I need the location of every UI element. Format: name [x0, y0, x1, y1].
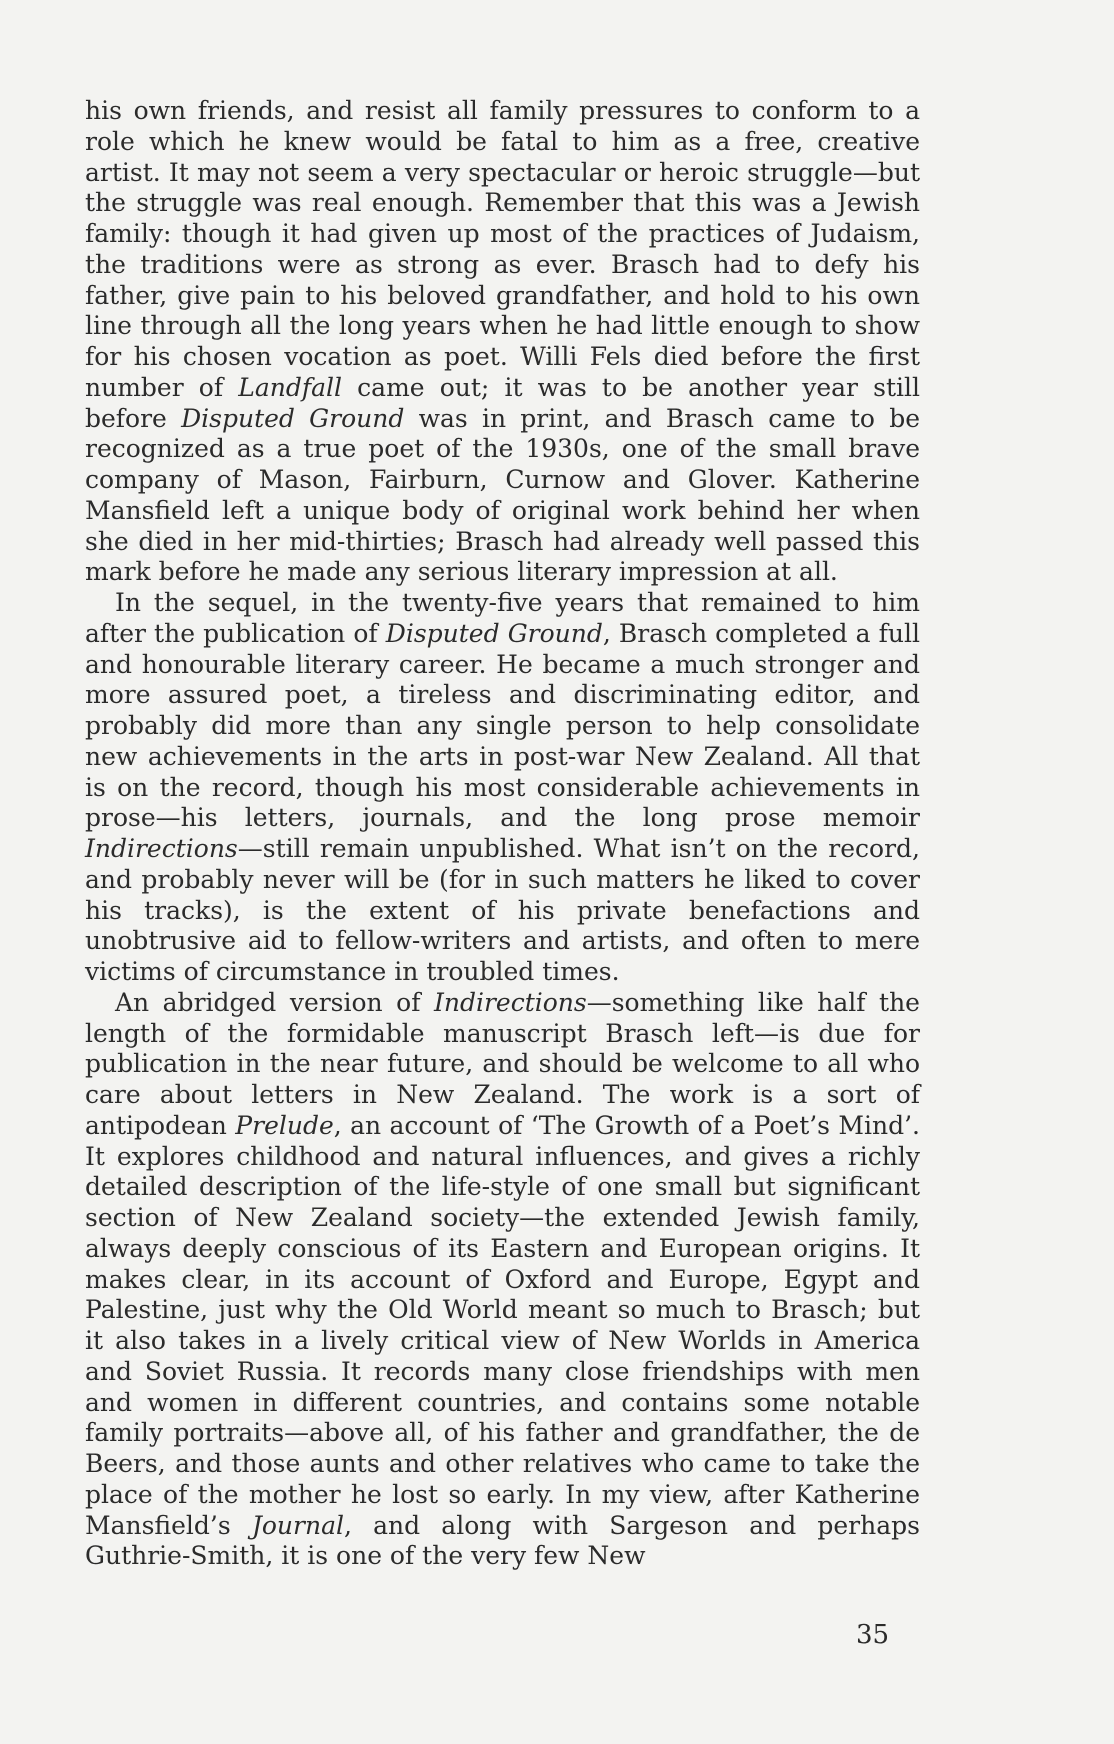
paragraph-1: [85, 96, 920, 588]
italic-title-indirections: Indirections: [85, 834, 238, 863]
text-segment: , Brasch completed a full and honourable literary career. He became a much stronger and more assured poet, a tireless and discriminating editor, and probably did more than any single person to help consolidate new achievements in the arts in post-war New Zealand. All that is on the record, though his most considerable achievements in prose—his letters, journals, and the long prose memoir: [85, 618, 920, 833]
paragraph-3: [85, 988, 920, 1572]
text-segment: —still remain unpublished. What isn’t on the record, and probably never will be (for in such matters he liked to cover his tracks), is the extent of his private benefactions and unobtrusive aid to fellow-writers and artists, and often to mere victims of circumstance in troubled times.: [85, 834, 920, 986]
paragraph-2: [85, 588, 920, 988]
italic-title-landfall: Landfall: [238, 372, 343, 402]
text-segment: In the sequel, in the twenty-five years that remained to him after the publication of: [85, 588, 920, 648]
text-segment: An abridged version of: [115, 987, 434, 1017]
body-text: [85, 96, 920, 1572]
text-segment: , and along with Sargeson and perhaps Guthrie-Smith, it is one of the very few New: [85, 1510, 920, 1571]
text-segment: was in print, and Brasch came to be recognized as a true poet of the 1930s, one of the small brave company of Mason, Fairburn, Curnow and Glover. Katherine Mansfield left a unique body of original work behind her when she died in her mid-thirties; Brasch had already well passed this mark before he made any serious literary impression at all.: [85, 403, 921, 587]
italic-title-journal: Journal: [251, 1510, 344, 1540]
text-segment: came out; it was to be another year still before: [85, 372, 920, 433]
italic-title-indirections: Indirections: [433, 987, 587, 1017]
text-segment: , an account of ‘The Growth of a Poet’s Mind’. It explores childhood and natural influences, and gives a richly detailed description of the life-style of one small but significant section of New Zealand society—the extended Jewish family, always deeply conscious of its Eastern and European origins. It makes clear, in its account of Oxford and Europe, Egypt and Palestine, just why the Old World meant so much to Brasch; but it also takes in a lively critical view of New Worlds in America and Soviet Russia. It records many close friendships with men and women in different countries, and contains some notable family portraits—above all, of his father and grandfather, the de Beers, and those aunts and other relatives who came to take the place of the mother he lost so early. In my view, after Katherine Mansfield’s: [85, 1110, 920, 1540]
italic-title-disputed-ground: Disputed Ground: [385, 618, 603, 648]
italic-title-disputed-ground: Disputed Ground: [181, 403, 405, 433]
italic-title-prelude: Prelude: [235, 1110, 334, 1140]
page-number: 35: [856, 1620, 890, 1650]
text-segment: —something like half the length of the formidable manuscript Brasch left—is due for publication in the near future, and should be welcome to all who care about letters in New Zealand. The work is a sort of antipodean: [85, 987, 920, 1140]
text-segment: his own friends, and resist all family pressures to conform to a role which he knew would be fatal to him as a free, creative artist. It may not seem a very spectacular or heroic struggle—but the struggle was real enough. Remember that this was a Jewish family: though it had given up most of the practices of Judaism, the traditions were as strong as ever. Brasch had to defy his father, give pain to his beloved grandfather, and hold to his own line through all the long years when he had little enough to show for his chosen vocation as poet. Willi Fels died before the first number of: [85, 96, 920, 402]
